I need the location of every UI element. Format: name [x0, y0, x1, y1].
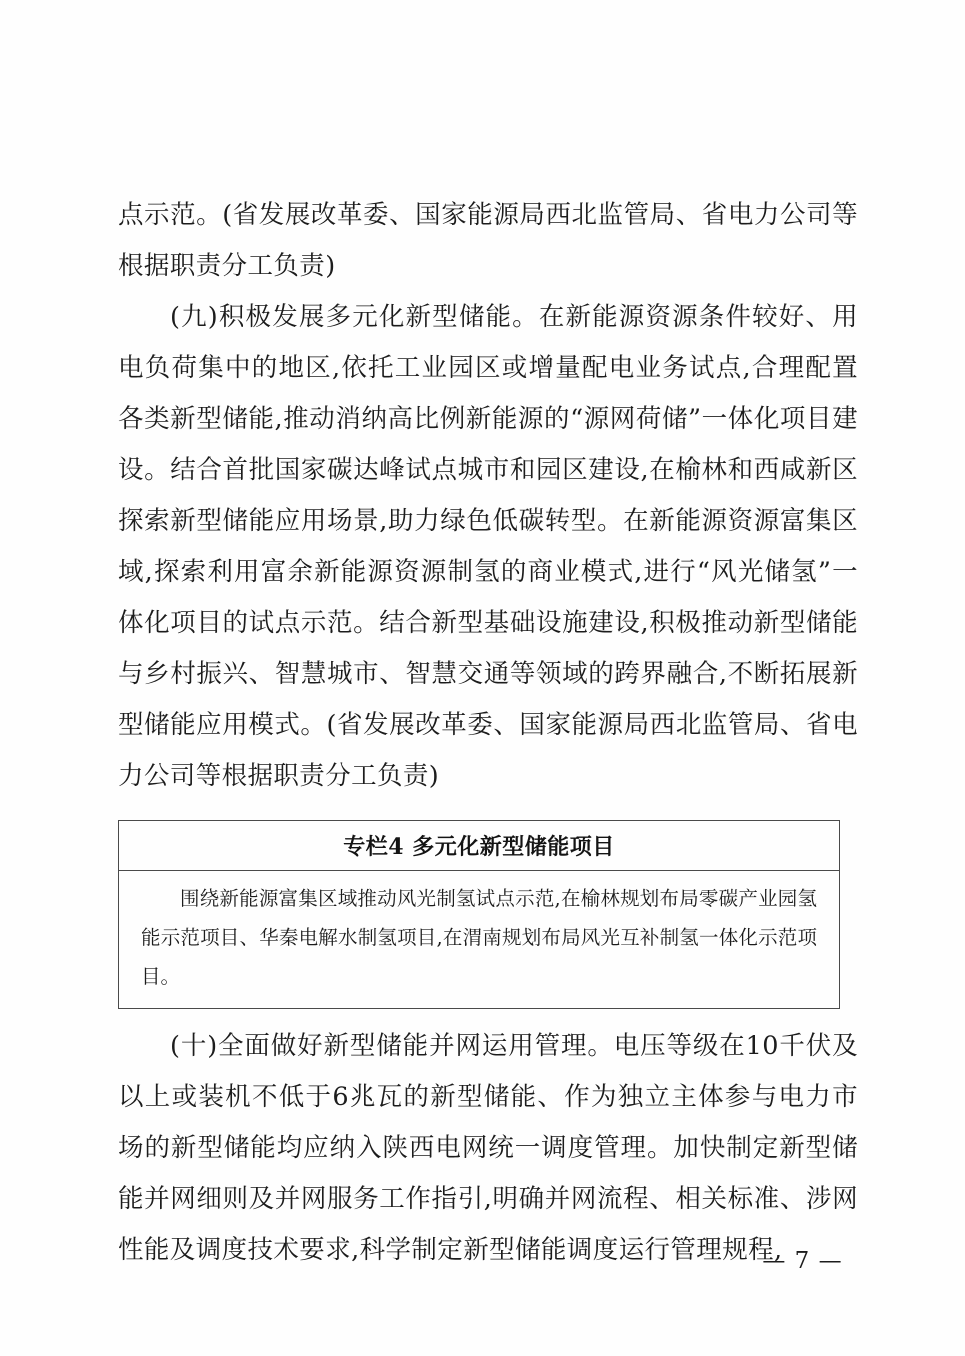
paragraph-item-nine: (九)积极发展多元化新型储能。在新能源资源条件较好、用电负荷集中的地区,依托工业园区或增量配电业务试点,合理配置各类新型储能,推动消纳高比例新能源的“源网荷储”一体化项目建设。结合首批国家碳达峰试点城市和园区建设,在榆林和西咸新区探索新型储能应用场景,助力绿色低碳转型。在新能源资源富集区域,探索利用富余新能源资源制氢的商业模式,进行“风光储氢”一体化项目的试点示范。结合新型基础设施建设,积极推动新型储能与乡村振兴、智慧城市、智慧交通等领域的跨界融合,不断拓展新型储能应用模式。(省发展改革委、国家能源局西北监管局、省电力公司等根据职责分工负责): [118, 302, 858, 791]
callout-body: 围绕新能源富集区域推动风光制氢试点示范,在榆林规划布局零碳产业园氢能示范项目、华秦电解水制氢项目,在渭南规划布局风光互补制氢一体化示范项目。: [141, 887, 817, 988]
page-number: — 7 —: [762, 1248, 843, 1274]
callout-box-column-4: [118, 820, 840, 1009]
page-footer: [0, 1248, 965, 1274]
document-body: [118, 190, 858, 1276]
paragraph-item-ten: (十)全面做好新型储能并网运用管理。电压等级在10千伏及以上或装机不低于6兆瓦的新型储能、作为独立主体参与电力市场的新型储能均应纳入陕西电网统一调度管理。加快制定新型储能并网细则及并网服务工作指引,明确并网流程、相关标准、涉网性能及调度技术要求,科学制定新型储能调度运行管理规程,: [118, 1031, 858, 1265]
callout-title: 专栏4 多元化新型储能项目: [119, 821, 839, 871]
paragraph-continued: 点示范。(省发展改革委、国家能源局西北监管局、省电力公司等根据职责分工负责): [118, 200, 858, 281]
